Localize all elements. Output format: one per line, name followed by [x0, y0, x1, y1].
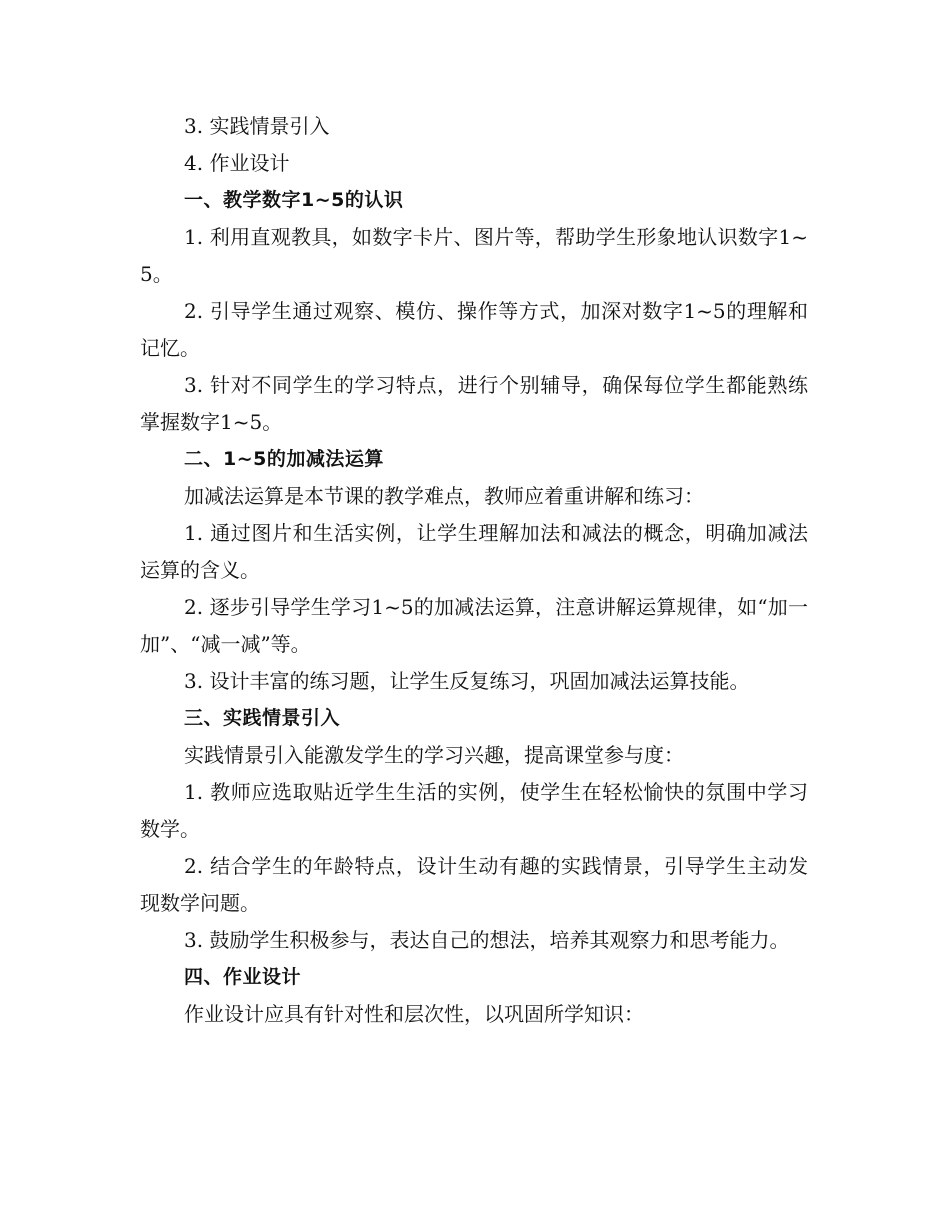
paragraph: 1. 教师应选取贴近学生生活的实例，使学生在轻松愉快的氛围中学习数学。 [140, 780, 808, 841]
section-heading-3: 三、实践情景引入 [184, 707, 341, 729]
paragraph: 1. 利用直观教具，如数字卡片、图片等，帮助学生形象地认识数字1~5。 [140, 225, 808, 286]
paragraph: 作业设计应具有针对性和层次性，以巩固所学知识： [184, 1002, 644, 1026]
outline-item-3: 3. 实践情景引入 [184, 114, 330, 138]
paragraph: 加减法运算是本节课的教学难点，教师应着重讲解和练习： [184, 484, 704, 508]
paragraph: 实践情景引入能激发学生的学习兴趣，提高课堂参与度： [184, 743, 684, 767]
outline-item-4: 4. 作业设计 [184, 151, 290, 175]
section-heading-1: 一、教学数字1~5的认识 [184, 189, 404, 211]
section-heading-2: 二、1~5的加减法运算 [184, 448, 384, 470]
paragraph: 2. 引导学生通过观察、模仿、操作等方式，加深对数字1~5的理解和记忆。 [140, 299, 808, 360]
paragraph: 3. 鼓励学生积极参与，表达自己的想法，培养其观察力和思考能力。 [184, 928, 790, 952]
section-heading-4: 四、作业设计 [184, 966, 302, 988]
paragraph: 2. 逐步引导学生学习1~5的加减法运算，注意讲解运算规律，如“加一加”、“减一减”等。 [140, 595, 808, 656]
paragraph: 2. 结合学生的年龄特点，设计生动有趣的实践情景，引导学生主动发现数学问题。 [140, 854, 808, 915]
paragraph: 3. 设计丰富的练习题，让学生反复练习，巩固加减法运算技能。 [184, 669, 750, 693]
paragraph: 3. 针对不同学生的学习特点，进行个别辅导，确保每位学生都能熟练掌握数字1~5。 [140, 373, 808, 434]
document-body [140, 108, 808, 1033]
paragraph: 1. 通过图片和生活实例，让学生理解加法和减法的概念，明确加减法运算的含义。 [140, 521, 808, 582]
